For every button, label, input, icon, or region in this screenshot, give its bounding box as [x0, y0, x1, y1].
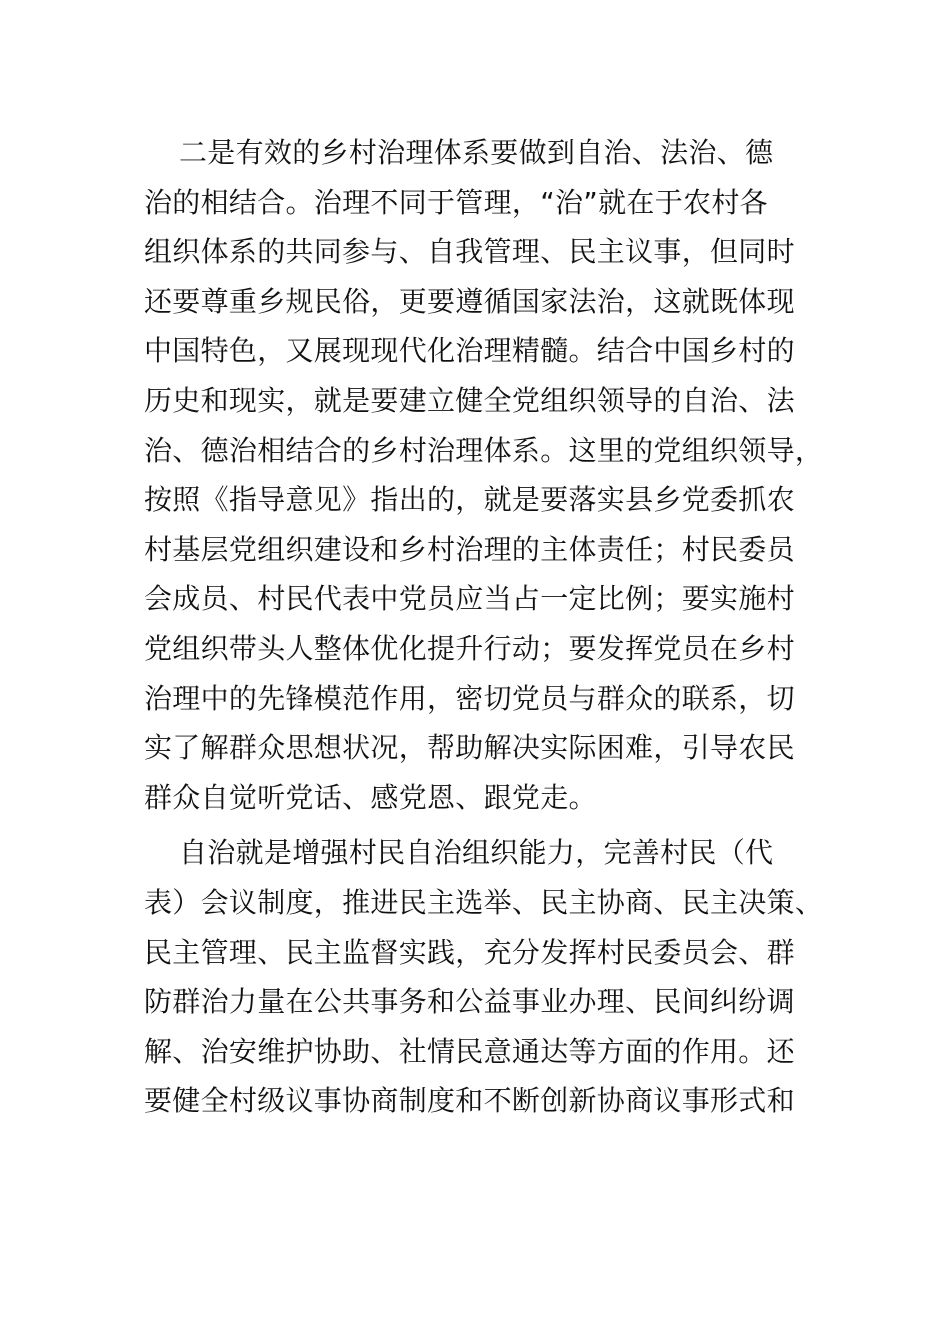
- paragraph-line: 解、治安维护协助、社情民意通达等方面的作用。还: [144, 1034, 795, 1068]
- paragraph-line: 自治就是增强村民自治组织能力，完善村民（代: [179, 836, 774, 870]
- paragraph-line: 党组织带头人整体优化提升行动；要发挥党员在乡村: [144, 631, 795, 665]
- paragraph-line: 历史和现实，就是要建立健全党组织领导的自治、法: [144, 383, 795, 417]
- paragraph-line: 按照《指导意见》指出的，就是要落实县乡党委抓农: [144, 483, 795, 517]
- paragraph-line: 还要尊重乡规民俗，更要遵循国家法治，这就既体现: [144, 284, 795, 318]
- paragraph-line: 表）会议制度，推进民主选举、民主协商、民主决策、: [144, 885, 824, 919]
- paragraph-line: 民主管理、民主监督实践，充分发挥村民委员会、群: [144, 935, 795, 969]
- paragraph-2: [144, 828, 824, 1126]
- document-body: [144, 128, 824, 1126]
- paragraph-line: 会成员、村民代表中党员应当占一定比例；要实施村: [144, 582, 795, 616]
- paragraph-line: 中国特色，又展现现代化治理精髓。结合中国乡村的: [144, 334, 795, 368]
- paragraph-line: 组织体系的共同参与、自我管理、民主议事，但同时: [144, 235, 795, 269]
- paragraph-line: 群众自觉听党话、感党恩、跟党走。: [144, 780, 597, 814]
- paragraph-line: 实了解群众思想状况，帮助解决实际困难，引导农民: [144, 731, 795, 765]
- paragraph-line: 治、德治相结合的乡村治理体系。这里的党组织领导，: [144, 433, 824, 467]
- paragraph-line: 治的相结合。治理不同于管理，“治”就在于农村各: [144, 185, 768, 219]
- paragraph-line: 防群治力量在公共事务和公益事业办理、民间纠纷调: [144, 985, 795, 1019]
- paragraph-line: 要健全村级议事协商制度和不断创新协商议事形式和: [144, 1084, 795, 1118]
- paragraph-1: [144, 128, 824, 822]
- paragraph-line: 治理中的先锋模范作用，密切党员与群众的联系，切: [144, 681, 795, 715]
- paragraph-line: 村基层党组织建设和乡村治理的主体责任；村民委员: [144, 532, 795, 566]
- paragraph-line: 二是有效的乡村治理体系要做到自治、法治、德: [179, 136, 774, 169]
